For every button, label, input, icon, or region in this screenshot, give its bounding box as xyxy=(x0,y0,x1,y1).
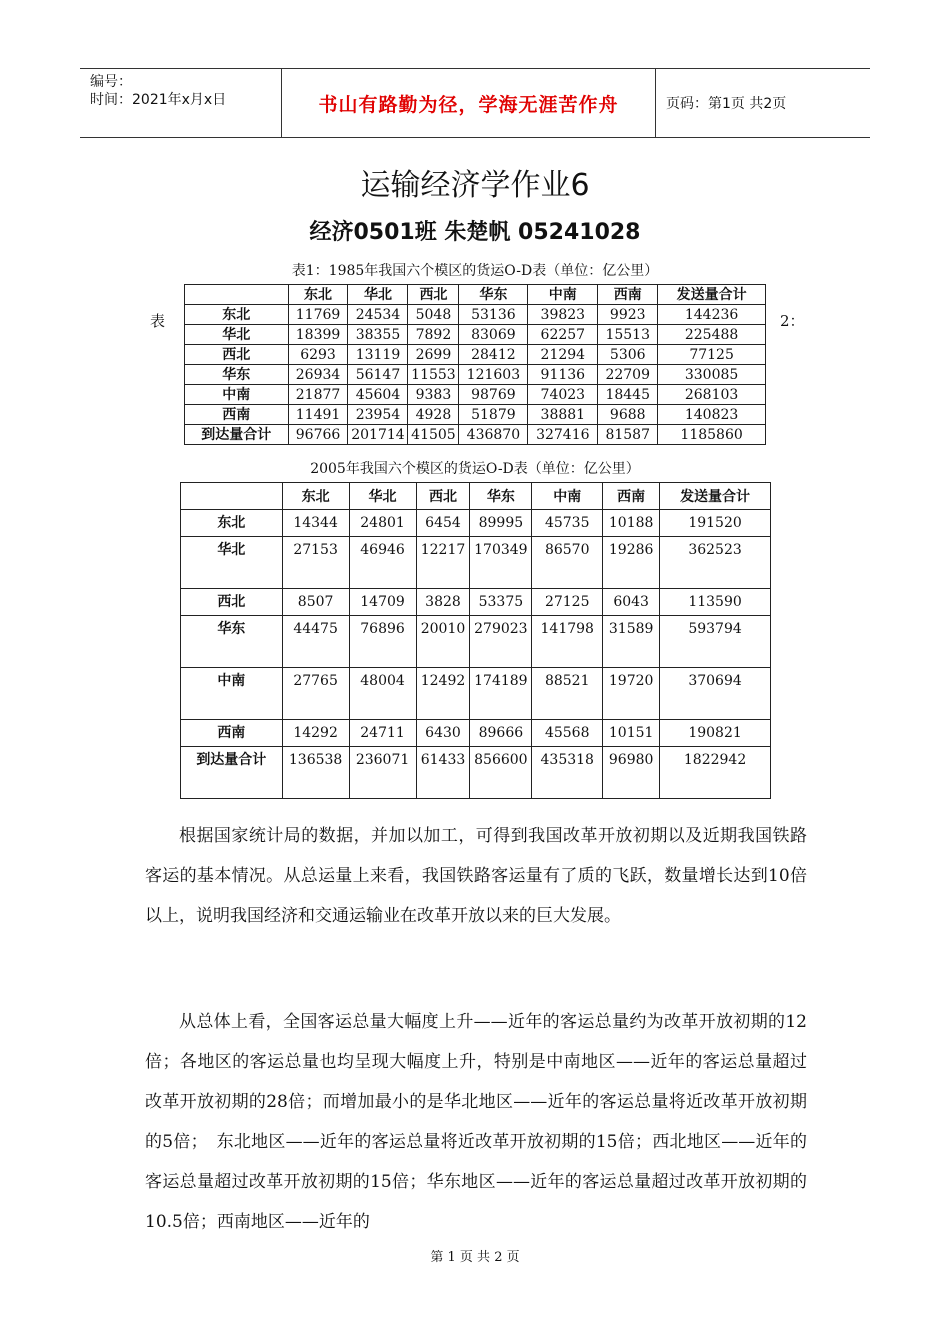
row-header: 中南 xyxy=(181,668,283,720)
header-motto: 书山有路勤为径，学海无涯苦作舟 xyxy=(281,69,656,137)
column-header: 中南 xyxy=(528,285,598,305)
body-paragraph: 根据国家统计局的数据，并加以加工，可得到我国改革开放初期以及近期我国铁路客运的基本情况。从总运量上来看，我国铁路客运量有了质的飞跃，数量增长达到10倍以上，说明我国经济和交通运输业在改革开放以来的巨大发展。 xyxy=(145,826,807,926)
column-header: 华东 xyxy=(470,483,532,510)
table-cell: 21294 xyxy=(528,345,598,365)
column-header: 发送量合计 xyxy=(658,285,766,305)
table-row xyxy=(185,405,766,425)
column-header: 西北 xyxy=(416,483,470,510)
table-cell: 268103 xyxy=(658,385,766,405)
table-cell: 174189 xyxy=(470,668,532,720)
table-row xyxy=(181,720,771,747)
table-cell: 76896 xyxy=(349,616,416,668)
table-cell: 89995 xyxy=(470,510,532,537)
column-header: 发送量合计 xyxy=(660,483,771,510)
row-header: 西北 xyxy=(185,345,289,365)
table-cell: 190821 xyxy=(660,720,771,747)
row-header: 西南 xyxy=(181,720,283,747)
table-cell: 48004 xyxy=(349,668,416,720)
header-meta xyxy=(80,69,281,137)
table-cell: 2699 xyxy=(408,345,459,365)
table-cell: 279023 xyxy=(470,616,532,668)
table-row xyxy=(181,589,771,616)
table-cell: 236071 xyxy=(349,747,416,799)
table-cell: 21877 xyxy=(288,385,348,405)
table-cell: 9923 xyxy=(598,305,658,325)
table-cell: 98769 xyxy=(459,385,528,405)
table2-caption: 2005年我国六个模区的货运O-D表（单位：亿公里） xyxy=(310,461,640,477)
table-cell: 19720 xyxy=(603,668,660,720)
table-row xyxy=(185,365,766,385)
table-row xyxy=(181,510,771,537)
table-cell: 6293 xyxy=(288,345,348,365)
table-cell: 53136 xyxy=(459,305,528,325)
table-cell: 23954 xyxy=(348,405,408,425)
table-cell: 10151 xyxy=(603,720,660,747)
table-cell: 5306 xyxy=(598,345,658,365)
table-cell: 26934 xyxy=(288,365,348,385)
table1-caption: 表1：1985年我国六个模区的货运O-D表（单位：亿公里） xyxy=(291,263,659,279)
table-cell: 27153 xyxy=(282,537,349,589)
table-cell: 6430 xyxy=(416,720,470,747)
table-cell: 89666 xyxy=(470,720,532,747)
table-row xyxy=(185,325,766,345)
table-cell: 14344 xyxy=(282,510,349,537)
table-cell: 13119 xyxy=(348,345,408,365)
table-cell: 27125 xyxy=(532,589,603,616)
table-cell: 144236 xyxy=(658,305,766,325)
table-cell: 11491 xyxy=(288,405,348,425)
table-cell: 330085 xyxy=(658,365,766,385)
table-cell: 1822942 xyxy=(660,747,771,799)
table-cell: 370694 xyxy=(660,668,771,720)
table-cell: 20010 xyxy=(416,616,470,668)
table-cell: 91136 xyxy=(528,365,598,385)
table-row xyxy=(185,385,766,405)
table-cell: 9688 xyxy=(598,405,658,425)
column-header xyxy=(181,483,283,510)
column-header: 东北 xyxy=(288,285,348,305)
table-cell: 435318 xyxy=(532,747,603,799)
table-cell: 201714 xyxy=(348,425,408,445)
od-table-2005 xyxy=(180,482,771,799)
table-cell: 436870 xyxy=(459,425,528,445)
table-cell: 38355 xyxy=(348,325,408,345)
table-cell: 7892 xyxy=(408,325,459,345)
table-cell: 53375 xyxy=(470,589,532,616)
column-header: 西北 xyxy=(408,285,459,305)
table-cell: 225488 xyxy=(658,325,766,345)
table-cell: 327416 xyxy=(528,425,598,445)
table-cell: 19286 xyxy=(603,537,660,589)
column-header: 西南 xyxy=(598,285,658,305)
table-cell: 41505 xyxy=(408,425,459,445)
row-header: 西南 xyxy=(185,405,289,425)
row-header: 西北 xyxy=(181,589,283,616)
table-cell: 46946 xyxy=(349,537,416,589)
column-header: 华北 xyxy=(349,483,416,510)
table-cell: 4928 xyxy=(408,405,459,425)
table-cell: 6454 xyxy=(416,510,470,537)
table-cell: 81587 xyxy=(598,425,658,445)
table-cell: 121603 xyxy=(459,365,528,385)
table-row xyxy=(181,668,771,720)
row-header: 华东 xyxy=(185,365,289,385)
table-cell: 15513 xyxy=(598,325,658,345)
table-cell: 136538 xyxy=(282,747,349,799)
table-header-row xyxy=(181,483,771,510)
table-row xyxy=(181,537,771,589)
table-cell: 22709 xyxy=(598,365,658,385)
table-total-row xyxy=(185,425,766,445)
table-cell: 12217 xyxy=(416,537,470,589)
table-cell: 38881 xyxy=(528,405,598,425)
table-cell: 8507 xyxy=(282,589,349,616)
column-header: 华北 xyxy=(348,285,408,305)
body-paragraph: 从总体上看，全国客运总量大幅度上升——近年的客运总量约为改革开放初期的12倍；各地区的客运总量也均呈现大幅度上升，特别是中南地区——近年的客运总量超过改革开放初期的28倍；而增加最小的是华北地区——近年的客运总量将近改革开放初期的5倍； 东北地区——近年的客运总量将近改革开放初期的15倍；西北地区——近年的客运总量超过改革开放初期的15倍；华东地区——近年的客运总量超过改革开放初期的10.5倍；西南地区——近年的 xyxy=(145,1012,807,1232)
table-side-label-right: 2： xyxy=(780,312,805,330)
document-title: 运输经济学作业6 xyxy=(360,168,590,203)
doc-date: 时间：2021年x月x日 xyxy=(90,92,227,108)
table-cell: 96766 xyxy=(288,425,348,445)
table-cell: 28412 xyxy=(459,345,528,365)
table-cell: 39823 xyxy=(528,305,598,325)
row-header: 东北 xyxy=(185,305,289,325)
table-cell: 11553 xyxy=(408,365,459,385)
table-cell: 51879 xyxy=(459,405,528,425)
row-header: 华东 xyxy=(181,616,283,668)
table-cell: 44475 xyxy=(282,616,349,668)
row-header: 华北 xyxy=(185,325,289,345)
table-cell: 362523 xyxy=(660,537,771,589)
table-cell: 5048 xyxy=(408,305,459,325)
table-row xyxy=(181,616,771,668)
table-cell: 96980 xyxy=(603,747,660,799)
row-header: 中南 xyxy=(185,385,289,405)
table-row xyxy=(185,305,766,325)
table-cell: 10188 xyxy=(603,510,660,537)
table-cell: 74023 xyxy=(528,385,598,405)
table-side-label-left: 表 xyxy=(150,312,166,330)
table-cell: 45568 xyxy=(532,720,603,747)
table-cell: 856600 xyxy=(470,747,532,799)
table-cell: 77125 xyxy=(658,345,766,365)
table-cell: 18445 xyxy=(598,385,658,405)
table-cell: 11769 xyxy=(288,305,348,325)
row-header: 到达量合计 xyxy=(181,747,283,799)
row-header: 华北 xyxy=(181,537,283,589)
table-cell: 113590 xyxy=(660,589,771,616)
page-footer: 第 1 页 共 2 页 xyxy=(430,1250,520,1265)
doc-code-label: 编号： xyxy=(90,74,132,90)
header-page-info: 页码：第1页 共2页 xyxy=(666,96,787,112)
table-cell: 6043 xyxy=(603,589,660,616)
table-cell: 27765 xyxy=(282,668,349,720)
table-cell: 88521 xyxy=(532,668,603,720)
table-cell: 140823 xyxy=(658,405,766,425)
table-cell: 14709 xyxy=(349,589,416,616)
table-cell: 24534 xyxy=(348,305,408,325)
table-cell: 14292 xyxy=(282,720,349,747)
table-cell: 61433 xyxy=(416,747,470,799)
table-cell: 62257 xyxy=(528,325,598,345)
table-cell: 1185860 xyxy=(658,425,766,445)
table-header-row xyxy=(185,285,766,305)
table-cell: 45735 xyxy=(532,510,603,537)
table-cell: 3828 xyxy=(416,589,470,616)
table-total-row xyxy=(181,747,771,799)
column-header xyxy=(185,285,289,305)
table-cell: 31589 xyxy=(603,616,660,668)
row-header: 到达量合计 xyxy=(185,425,289,445)
column-header: 中南 xyxy=(532,483,603,510)
table-cell: 24801 xyxy=(349,510,416,537)
column-header: 华东 xyxy=(459,285,528,305)
table-cell: 593794 xyxy=(660,616,771,668)
table-cell: 24711 xyxy=(349,720,416,747)
table-cell: 12492 xyxy=(416,668,470,720)
table-cell: 18399 xyxy=(288,325,348,345)
table-cell: 191520 xyxy=(660,510,771,537)
column-header: 东北 xyxy=(282,483,349,510)
document-subtitle: 经济0501班 朱楚帆 05241028 xyxy=(309,220,641,245)
od-table-1985 xyxy=(184,284,766,445)
table-cell: 45604 xyxy=(348,385,408,405)
table-cell: 86570 xyxy=(532,537,603,589)
table-cell: 141798 xyxy=(532,616,603,668)
column-header: 西南 xyxy=(603,483,660,510)
table-cell: 83069 xyxy=(459,325,528,345)
table-row xyxy=(185,345,766,365)
row-header: 东北 xyxy=(181,510,283,537)
table-cell: 9383 xyxy=(408,385,459,405)
table-cell: 170349 xyxy=(470,537,532,589)
table-cell: 56147 xyxy=(348,365,408,385)
page-header xyxy=(80,68,870,138)
